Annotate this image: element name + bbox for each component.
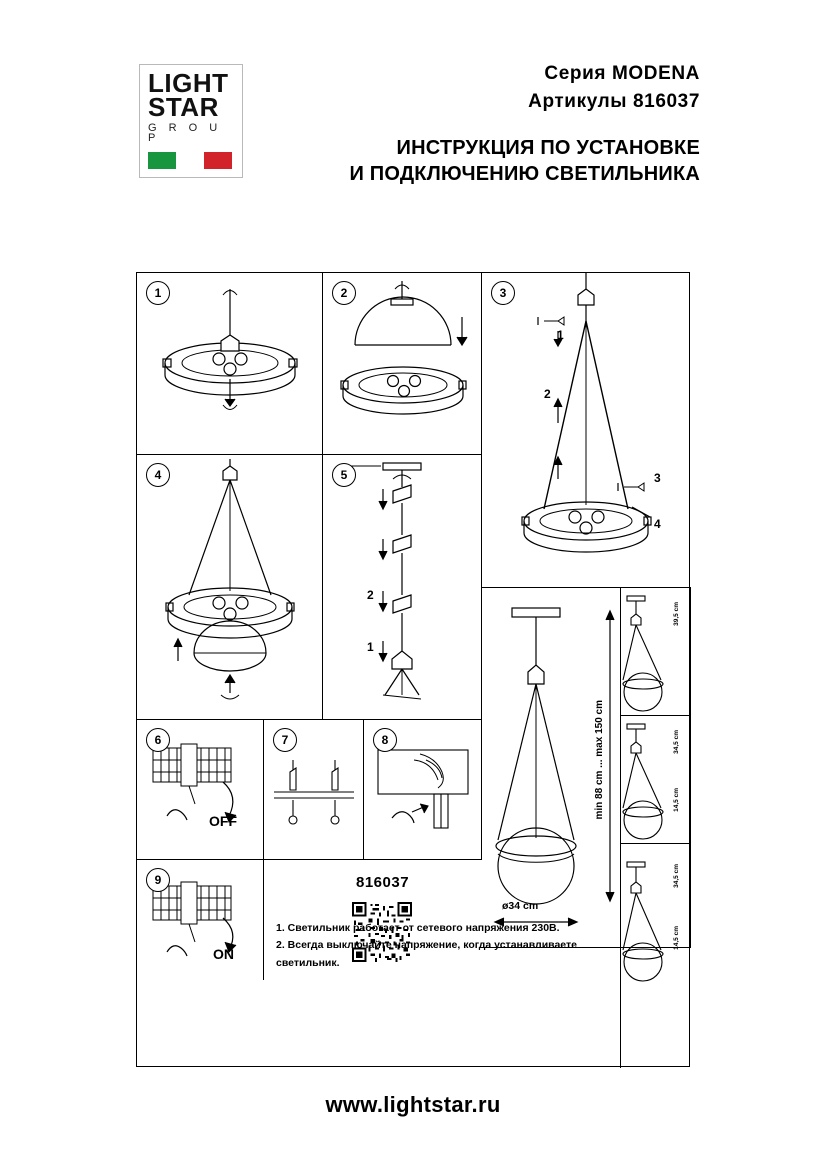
website-url: www.lightstar.ru — [325, 1092, 501, 1117]
step-number-2: 2 — [332, 281, 356, 305]
step-cell-4 — [137, 455, 323, 720]
step-number-1: 1 — [146, 281, 170, 305]
product-code-cell — [264, 860, 620, 980]
variant-1-illustration — [621, 588, 692, 716]
document-header — [0, 50, 826, 200]
variant-cell-2 — [620, 716, 691, 844]
logo-wordmark — [148, 68, 240, 145]
variant-1-height-label: 39,5 cm — [673, 602, 680, 626]
logo-line-2: STAR — [148, 92, 219, 123]
step-cell-7 — [264, 720, 364, 860]
step-number-7: 7 — [273, 728, 297, 752]
step-6-label-off: OFF — [209, 813, 237, 829]
step-9-label-on: ON — [213, 946, 234, 962]
step-number-5: 5 — [332, 463, 356, 487]
document-title-line-1: ИНСТРУКЦИЯ ПО УСТАНОВКЕ — [396, 137, 700, 160]
variant-cell-3 — [620, 844, 691, 1068]
step-number-6: 6 — [146, 728, 170, 752]
brand-logo — [139, 64, 243, 178]
series-name: Серия MODENA — [544, 63, 700, 84]
logo-line-1: LIGHT — [148, 68, 229, 98]
logo-group-text: G R O U P — [148, 121, 222, 145]
safety-notes — [276, 920, 620, 972]
step-cell-9 — [137, 860, 264, 980]
variant-3-top-label: 34,5 cm — [673, 864, 680, 888]
step-number-8: 8 — [373, 728, 397, 752]
step-cell-5 — [323, 455, 482, 720]
document-title-line-2: И ПОДКЛЮЧЕНИЮ СВЕТИЛЬНИКА — [349, 163, 700, 186]
note-1: 1. Светильник работает от сетевого напряжения 230В. — [276, 922, 560, 935]
step-number-4: 4 — [146, 463, 170, 487]
step-cell-2 — [323, 273, 482, 455]
step-4-illustration — [137, 455, 323, 720]
diameter-dimension-label: ø34 cm — [502, 900, 539, 912]
italian-flag-icon — [148, 152, 232, 169]
instruction-grid — [136, 272, 690, 1067]
step-cell-3 — [482, 273, 691, 588]
callout-3-2: 2 — [544, 387, 551, 401]
note-2: 2. Всегда выключайте напряжение, когда устанавливаете светильник. — [276, 939, 577, 969]
step-5-illustration — [323, 455, 482, 720]
height-dimension-label: min 88 cm ... max 150 cm — [594, 700, 605, 820]
variant-2-top-label: 34,5 cm — [673, 730, 680, 754]
header-texts — [270, 60, 700, 188]
variant-2-illustration — [621, 716, 692, 844]
step-cell-1 — [137, 273, 323, 455]
variant-cell-1 — [620, 588, 691, 716]
callout-5-1: 1 — [367, 640, 374, 654]
step-cell-6 — [137, 720, 264, 860]
step-number-3: 3 — [491, 281, 515, 305]
step-3-illustration — [482, 273, 691, 588]
step-cell-8 — [364, 720, 482, 860]
product-code: 816037 — [356, 874, 410, 891]
callout-5-2: 2 — [367, 588, 374, 602]
variant-2-bottom-label: 14,5 cm — [673, 788, 680, 812]
step-number-9: 9 — [146, 868, 170, 892]
callout-3-4: 4 — [654, 517, 661, 531]
variant-3-illustration — [621, 844, 692, 1004]
callout-3-1: 1 — [557, 328, 564, 342]
variant-3-bottom-label: 14,5 cm — [673, 926, 680, 950]
callout-3-3: 3 — [654, 471, 661, 485]
article-numbers: Артикулы 816037 — [528, 90, 700, 112]
